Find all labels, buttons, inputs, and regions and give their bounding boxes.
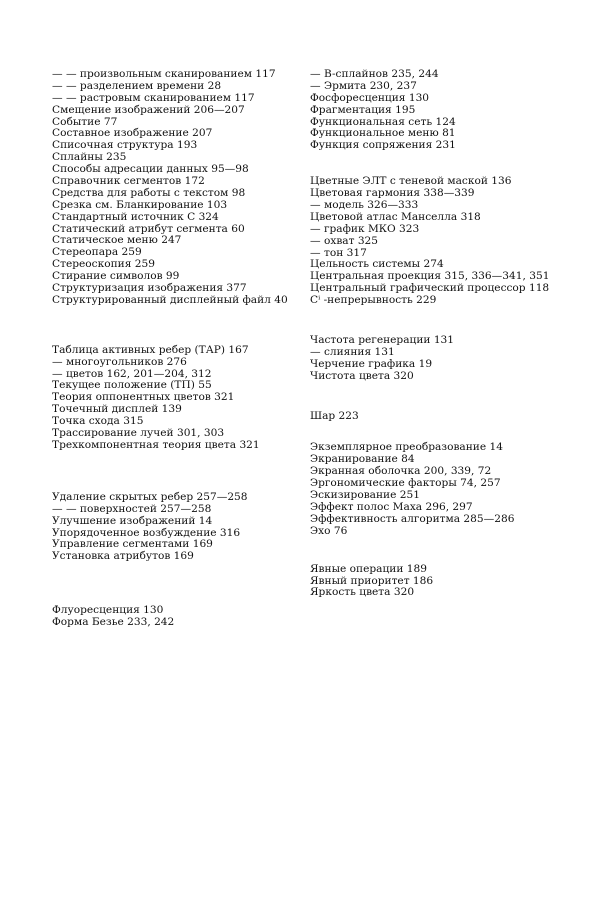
index-entry: Экранная оболочка 200, 339, 72: [310, 465, 492, 478]
index-group: [52, 605, 322, 629]
index-entry: Стереопара 259: [52, 246, 142, 259]
index-entry: Структурированный дисплейный файл 40: [52, 293, 288, 306]
index-entry: — B-сплайнов 235, 244: [310, 68, 439, 80]
index-entry: Цветные ЭЛТ с теневой маской 136: [310, 175, 512, 188]
index-entry: Экранирование 84: [310, 453, 415, 466]
index-column-right: [310, 69, 570, 631]
index-entry: Явный приоритет 186: [310, 574, 434, 587]
index-entry: Трассирование лучей 301, 303: [52, 427, 225, 440]
index-entry: Смещение изображений 206—207: [52, 103, 245, 116]
index-group: [52, 345, 322, 452]
index-entry: Эхо 76: [310, 524, 348, 537]
index-entry: Событие 77: [52, 115, 118, 128]
index-entry: — многоугольников 276: [52, 355, 187, 368]
index-entry: Списочная структура 193: [52, 139, 198, 152]
index-entry: Точечный дисплей 139: [52, 403, 182, 416]
index-entry: Фосфоресценция 130: [310, 91, 430, 104]
index-entry: Таблица активных ребер (ТАР) 167: [52, 343, 249, 356]
index-column-left: [52, 69, 322, 661]
index-entry: Экземплярное преобразование 14: [310, 441, 503, 454]
index-entry: Стандартный источник C 324: [52, 210, 219, 223]
index-entry: Сплайны 235: [52, 151, 127, 164]
index-entry: Трехкомпонентная теория цвета 321: [52, 438, 260, 451]
index-entry: Цельность системы 274: [310, 258, 444, 271]
index-entry: Составное изображение 207: [52, 127, 213, 140]
index-entry: Срезка см. Бланкирование 103: [52, 198, 228, 211]
index-entry: — тон 317: [310, 246, 367, 259]
index-entry: Фрагментация 195: [310, 103, 416, 116]
index-entry: Точка схода 315: [52, 415, 144, 428]
index-entry: Статический атрибут сегмента 60: [52, 222, 245, 235]
index-entry: Форма Безье 233, 242: [52, 616, 175, 629]
index-entry: — цветов 162, 201—204, 312: [52, 367, 212, 380]
index-entry: Функция сопряжения 231: [310, 139, 456, 152]
index-group: [310, 564, 570, 600]
index-entry: — график МКО 323: [310, 222, 420, 235]
index-entry: Эффект полос Маха 296, 297: [310, 500, 473, 513]
index-group: [310, 442, 570, 537]
index-entry: Эргономические факторы 74, 257: [310, 477, 501, 490]
index-entry: Улучшение изображений 14: [52, 514, 213, 527]
index-entry: — — разделением времени 28: [52, 79, 222, 92]
index-entry: Способы адресации данных 95—98: [52, 163, 249, 176]
index-entry: Яркость цвета 320: [310, 586, 415, 599]
index-entry: — модель 326—333: [310, 199, 419, 212]
index-entry: Явные операции 189: [310, 562, 427, 575]
index-entry: Cⁱ -непрерывность 229: [310, 294, 437, 307]
index-entry: Установка атрибутов 169: [52, 550, 194, 563]
index-entry: Цветовая гармония 338—339: [310, 187, 475, 200]
index-group: [310, 176, 570, 307]
index-group: [52, 492, 322, 563]
index-entry: Удаление скрытых ребер 257—258: [52, 490, 248, 503]
index-entry: Черчение графика 19: [310, 357, 433, 370]
index-entry: Стирание символов 99: [52, 270, 180, 283]
index-entry: Эффективность алгоритма 285—286: [310, 512, 515, 525]
index-group: [310, 411, 570, 423]
index-entry: — слияния 131: [310, 345, 395, 358]
index-entry: Частота регенерации 131: [310, 334, 455, 347]
index-group: [52, 69, 322, 307]
index-entry: Цветовой атлас Манселла 318: [310, 210, 481, 223]
index-entry: Стереоскопия 259: [52, 258, 155, 271]
index-entry: — охват 325: [310, 234, 379, 247]
index-entry: — Эрмита 230, 237: [310, 79, 417, 92]
index-entry: Упорядоченное возбуждение 316: [52, 526, 241, 539]
index-entry: — — произвольным сканированием 117: [52, 68, 276, 80]
index-group: [310, 69, 570, 152]
index-entry: Чистота цвета 320: [310, 369, 414, 382]
index-entry: — — поверхностей 257—258: [52, 502, 212, 515]
index-entry: Центральный графический процессор 118: [310, 282, 550, 295]
index-entry: Эскизирование 251: [310, 489, 420, 502]
index-entry: Центральная проекция 315, 336—341, 351: [310, 270, 550, 283]
index-entry: Функциональное меню 81: [310, 127, 456, 140]
index-entry: — — растровым сканированием 117: [52, 91, 255, 104]
index-entry: Флуоресценция 130: [52, 604, 164, 617]
index-entry: Теория оппонентных цветов 321: [52, 391, 235, 404]
index-entry: Текущее положение (ТП) 55: [52, 379, 212, 392]
index-entry: Справочник сегментов 172: [52, 175, 205, 188]
index-entry: Шар 223: [310, 409, 359, 422]
index-entry: Структуризация изображения 377: [52, 282, 247, 295]
index-entry: Управление сегментами 169: [52, 538, 213, 551]
index-group: [310, 335, 570, 383]
index-entry: Функциональная сеть 124: [310, 115, 456, 128]
index-entry: Статическое меню 247: [52, 234, 182, 247]
index-entry: Средства для работы с текстом 98: [52, 186, 246, 199]
